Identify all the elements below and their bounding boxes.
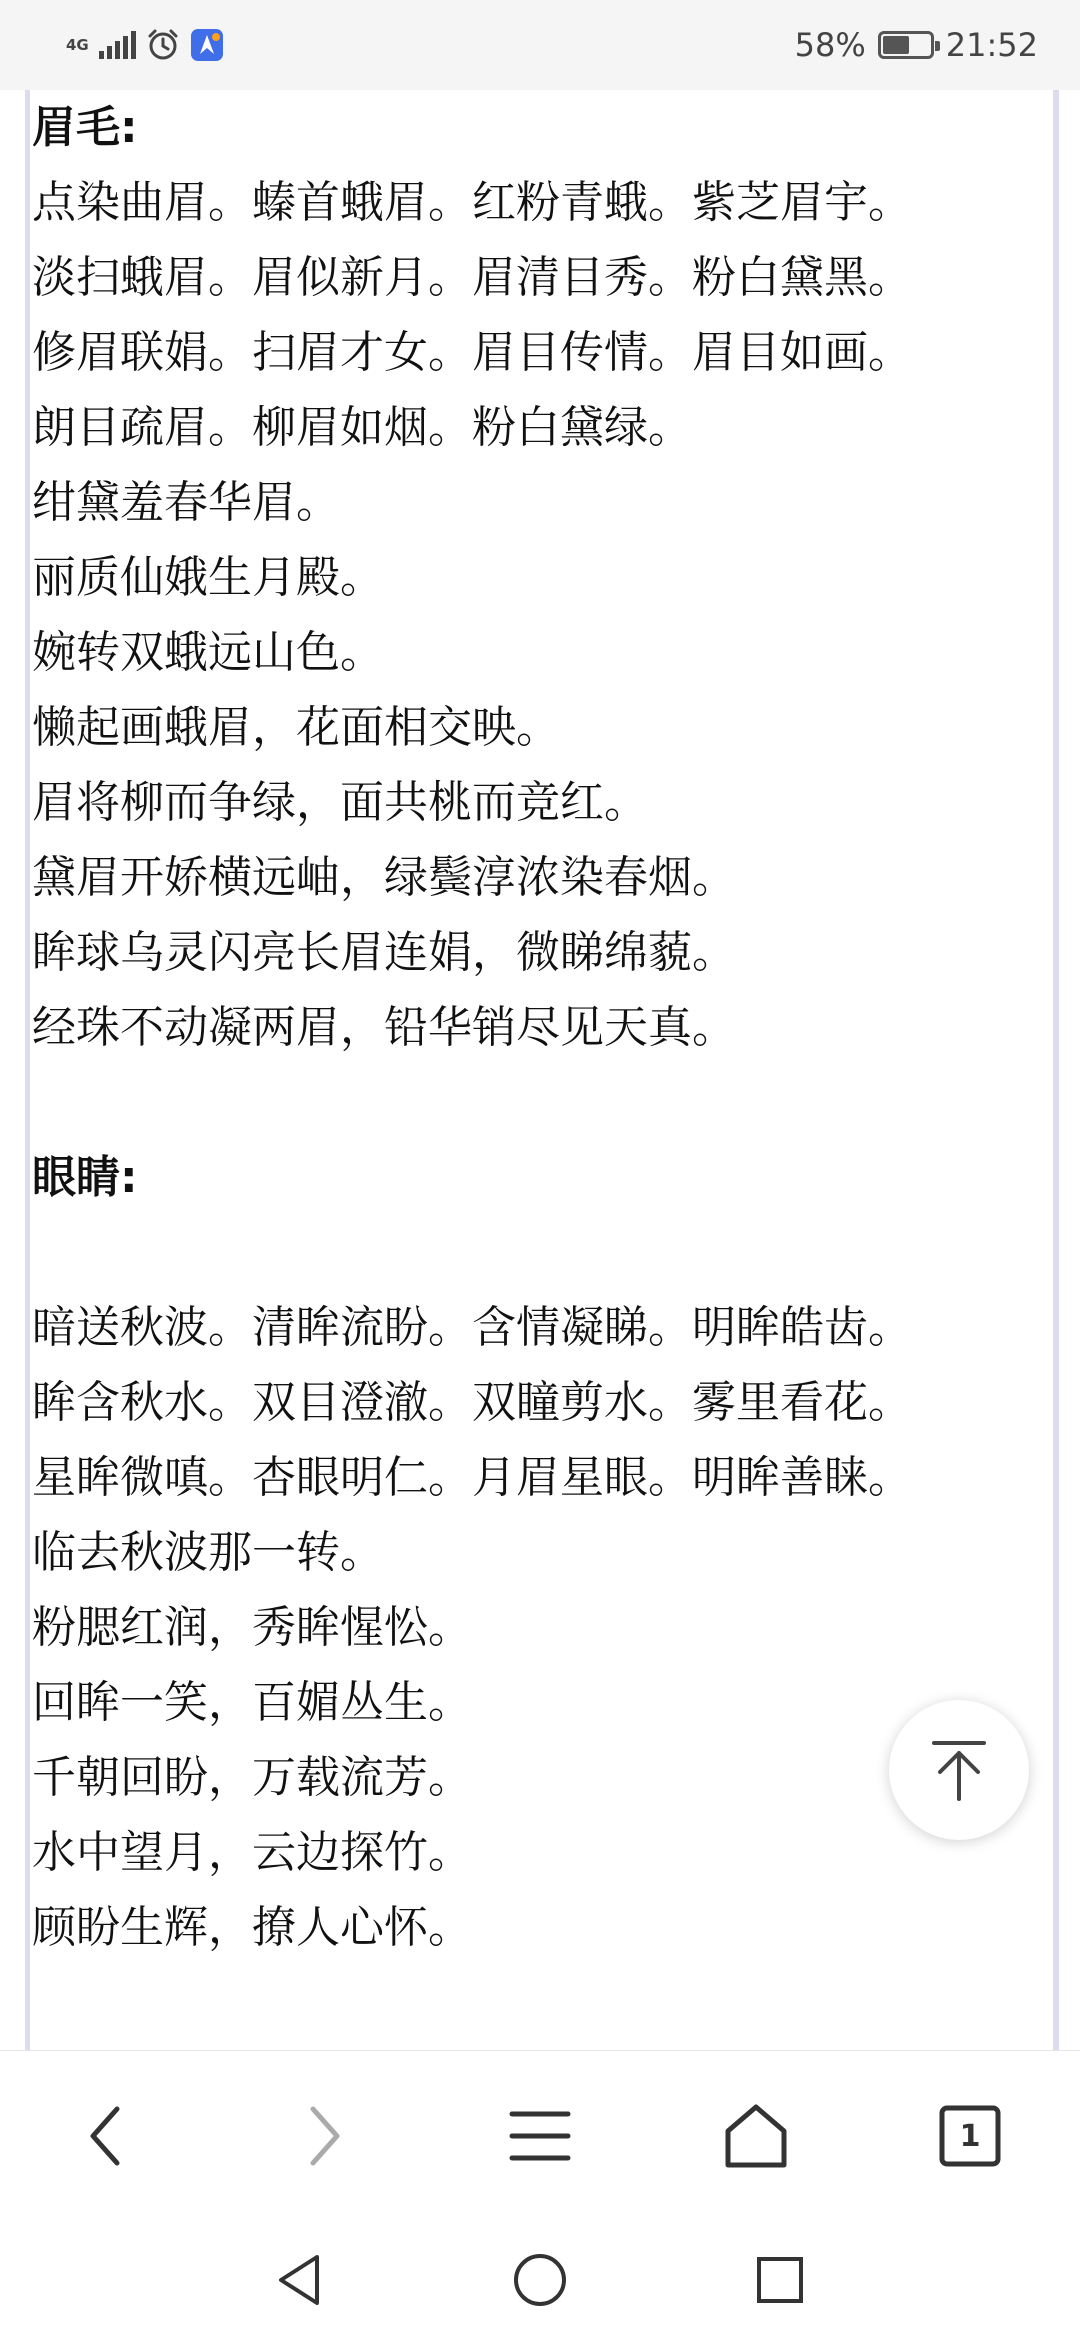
clock: 21:52 — [945, 26, 1038, 64]
tabs-button[interactable] — [930, 2096, 1010, 2176]
tab-count: 1 — [959, 2118, 981, 2154]
text-line: 经珠不动凝两眉，铅华销尽见天真。 — [32, 1002, 736, 1053]
right-border-rule — [1053, 90, 1059, 2050]
section-heading-eyes: 眼睛: — [32, 1152, 138, 1203]
text-line: 朗目疏眉。柳眉如烟。粉白黛绿。 — [32, 402, 692, 453]
text-line: 临去秋波那一转。 — [32, 1527, 384, 1578]
battery-fill — [883, 36, 909, 54]
text-line: 星眸微嗔。杏眼明仁。月眉星眼。明眸善睐。 — [32, 1452, 912, 1503]
network-type: 4G — [66, 36, 89, 54]
forward-button[interactable] — [284, 2096, 364, 2176]
back-button[interactable] — [66, 2096, 146, 2176]
text-line: 丽质仙娥生月殿。 — [32, 552, 384, 603]
browser-toolbar — [0, 2050, 1080, 2220]
app-icon — [190, 28, 224, 62]
text-line: 水中望月，云边探竹。 — [32, 1827, 472, 1878]
home-circle-icon — [512, 2252, 568, 2308]
text-line: 修眉联娟。扫眉才女。眉目传情。眉目如画。 — [32, 327, 912, 378]
text-line: 千朝回盼，万载流芳。 — [32, 1752, 472, 1803]
article-text — [32, 90, 1042, 1965]
arrow-up-icon — [924, 1735, 994, 1805]
system-recents-button[interactable] — [750, 2250, 810, 2310]
text-line: 粉腮红润，秀眸惺忪。 — [32, 1602, 472, 1653]
menu-button[interactable] — [500, 2096, 580, 2176]
system-navigation-bar — [0, 2220, 1080, 2340]
section-heading-eyebrows: 眉毛: — [32, 102, 138, 153]
alarm-icon — [146, 28, 180, 62]
signal-icon — [99, 31, 136, 59]
system-back-button[interactable] — [270, 2250, 330, 2310]
battery-percentage: 58% — [794, 26, 866, 64]
text-line: 眸球乌灵闪亮长眉连娟，微睇绵藐。 — [32, 927, 736, 978]
section-body-eyes — [32, 1290, 1042, 1965]
back-triangle-icon — [275, 2253, 325, 2307]
text-line: 回眸一笑，百媚丛生。 — [32, 1677, 472, 1728]
text-line: 眉将柳而争绿，面共桃而竞红。 — [32, 777, 648, 828]
left-border-rule — [25, 90, 30, 2050]
text-line: 黛眉开娇横远岫，绿鬓淳浓染春烟。 — [32, 852, 736, 903]
text-line: 淡扫蛾眉。眉似新月。眉清目秀。粉白黛黑。 — [32, 252, 912, 303]
home-icon — [721, 2101, 791, 2171]
back-to-top-button[interactable] — [889, 1700, 1029, 1840]
text-line: 顾盼生辉，撩人心怀。 — [32, 1902, 472, 1953]
menu-icon — [508, 2104, 572, 2168]
network-label — [66, 37, 89, 53]
back-icon — [81, 2101, 131, 2171]
forward-icon — [299, 2101, 349, 2171]
section-body-eyebrows — [32, 165, 1042, 1065]
home-button[interactable] — [716, 2096, 796, 2176]
status-right — [795, 22, 1038, 68]
status-bar — [0, 0, 1080, 90]
text-line: 懒起画蛾眉，花面相交映。 — [32, 702, 560, 753]
spacer — [32, 1215, 1042, 1290]
text-line: 眸含秋水。双目澄澈。双瞳剪水。雾里看花。 — [32, 1377, 912, 1428]
recents-square-icon — [755, 2255, 805, 2305]
text-line: 婉转双蛾远山色。 — [32, 627, 384, 678]
text-line: 点染曲眉。螓首蛾眉。红粉青蛾。紫芝眉宇。 — [32, 177, 912, 228]
spacer — [32, 1065, 1042, 1140]
status-left — [66, 22, 224, 68]
system-home-button[interactable] — [510, 2250, 570, 2310]
text-line: 暗送秋波。清眸流盼。含情凝睇。明眸皓齿。 — [32, 1302, 912, 1353]
battery-icon — [878, 31, 934, 59]
text-line: 绀黛羞春华眉。 — [32, 477, 340, 528]
